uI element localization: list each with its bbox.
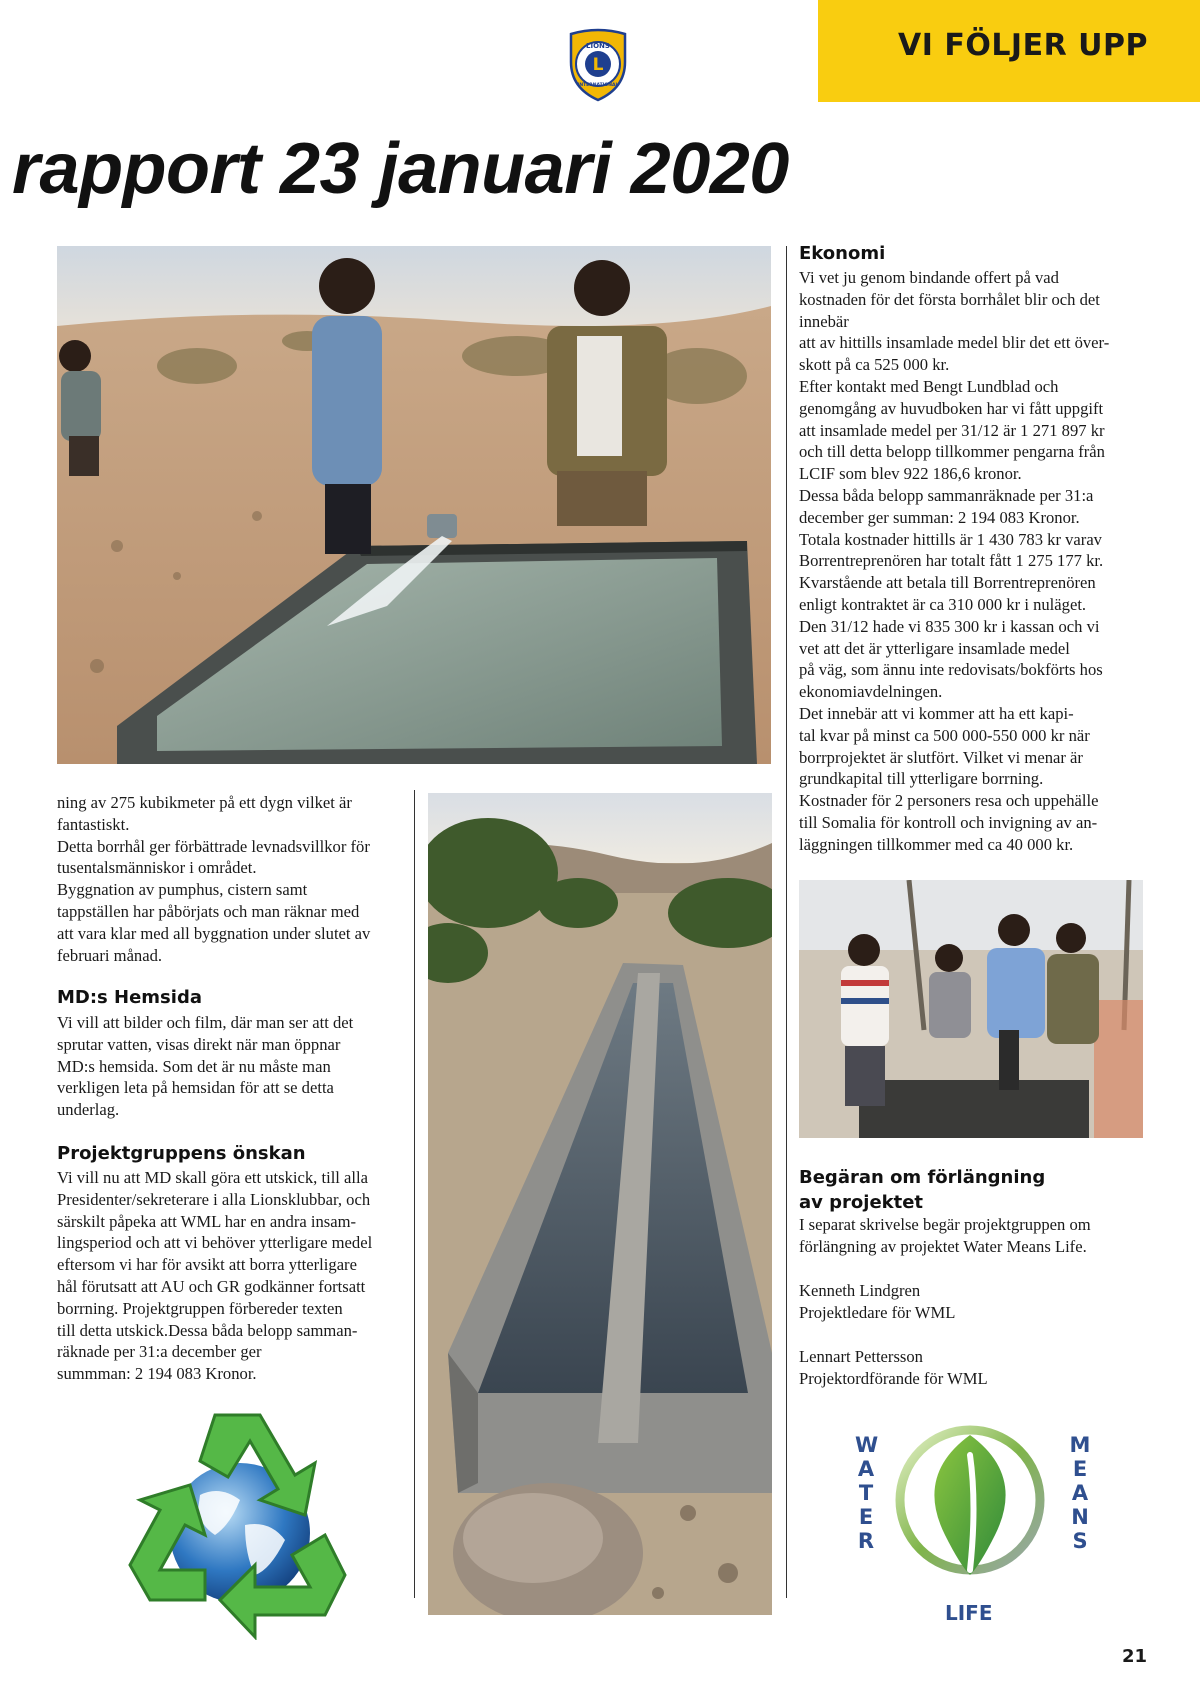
wml-letter: M (1069, 1433, 1091, 1457)
photo-water-tank (57, 246, 771, 764)
wml-letter: E (1072, 1457, 1088, 1481)
wml-left-letters (855, 1433, 877, 1553)
wml-letter: W (855, 1433, 879, 1457)
begaran-text: I separat skrivelse begär projektgruppen om förlängning av projektet Water Means Life. (799, 1215, 1091, 1256)
photo-concrete-trough (428, 793, 772, 1615)
page-title: rapport 23 januari 2020 (12, 129, 789, 209)
signature-lennart: Lennart Pettersson Projektordförande för WML (799, 1347, 988, 1388)
lions-logo-letter: L (592, 55, 604, 75)
section-heading-begaran: Begäran om förlängning av projektet (799, 1167, 1046, 1213)
banner-label: VI FÖLJER UPP (898, 28, 1148, 63)
wml-right-letters (1069, 1433, 1091, 1553)
section-heading-ekonomi: Ekonomi (799, 243, 886, 264)
lions-logo-bottom-text: INTERNATIONAL (577, 83, 619, 88)
wml-logo (845, 1415, 1095, 1630)
intro-text: ning av 275 kubikmeter på ett dygn vilket är fantastiskt. Detta borrhål ger förbättrade levnadsvillkor för tusentalsmänniskor i området. Byggnation av pumphus, cistern samt tappställen har påbörjats och man räknar med att vara klar med all byggnation under slutet av februari månad. (57, 793, 371, 965)
photo-men-at-pump (799, 880, 1143, 1138)
wml-letter: S (1072, 1529, 1088, 1553)
wml-letter: E (858, 1505, 874, 1529)
recycle-globe-image (120, 1405, 360, 1640)
wml-letter: N (1071, 1505, 1089, 1529)
column-rule-right (786, 246, 787, 1598)
lions-logo (563, 28, 633, 104)
section-heading-hemsida: MD:s Hemsida (57, 987, 202, 1008)
signature-kenneth: Kenneth Lindgren Projektledare för WML (799, 1281, 956, 1322)
wml-letter: A (857, 1457, 875, 1481)
onskan-text: Vi vill nu att MD skall göra ett utskick, till alla Presidenter/sekreterare i alla Lionsklubbar, och särskilt påpeka att WML har en andra insam- lingsperiod och att vi behöver ytterligare medel eftersom vi har för avsikt att borra ytterligare hål förutsatt att AU och GR godkänner fortsatt borrning. Projektgruppen förbereder texten till detta utskick.Dessa båda belopp samman- räknade per 31:a december ger summman: 2 194 083 Kronor. (57, 1168, 373, 1384)
leaf-icon (895, 1415, 1045, 1590)
wml-letter: T (858, 1481, 874, 1505)
wml-letter: A (1071, 1481, 1089, 1505)
wml-life-label: LIFE (945, 1601, 993, 1625)
lions-logo-top-text: LIONS (586, 42, 610, 50)
page-number: 21 (1122, 1646, 1148, 1667)
section-heading-onskan: Projektgruppens önskan (57, 1143, 306, 1164)
ekonomi-text: Vi vet ju genom bindande offert på vad kostnaden för det första borrhålet blir och det innebär att av hittills insamlade medel blir det ett över- skott på ca 525 000 kr. Efter kontakt med Bengt Lundblad och genomgång av huvudboken har vi fått uppgift att insamlade medel per 31/12 är 1 271 897 kr och till detta belopp tillkommer pengarna från LCIF som blev 922 186,6 kronor. Dessa båda belopp sammanräknade per 31:a december ger summan: 2 194 083 Kronor. Totala kostnader hittills är 1 430 783 kr varav Borrentreprenören har totalt fått 1 275 177 kr. Kvarstående att betala till Borrentreprenören enligt kontraktet är ca 310 000 kr i nuläget. Den 31/12 hade vi 835 300 kr i kassan och vi vet att det är ytterligare insamlade medel på väg, som ännu inte redovisats/bokförts hos ekonomiavdelningen. Det innebär att vi kommer att ha ett kapi- tal kvar på minst ca 500 000-550 000 kr när borrprojektet är slutfört. Vilket vi menar är grundkapital till ytterligare borrning. Kostnader för 2 personers resa och uppehälle till Somalia för kontroll och invigning av an- läggningen tillkommer med ca 40 000 kr. (799, 268, 1110, 854)
column-rule-left (414, 790, 415, 1598)
section-banner (818, 0, 1200, 102)
hemsida-text: Vi vill att bilder och film, där man ser att det sprutar vatten, visas direkt när man öppnar MD:s hemsida. Som det är nu måste man verkligen leta på hemsidan för att se detta underlag. (57, 1013, 354, 1120)
wml-letter: R (857, 1529, 875, 1553)
